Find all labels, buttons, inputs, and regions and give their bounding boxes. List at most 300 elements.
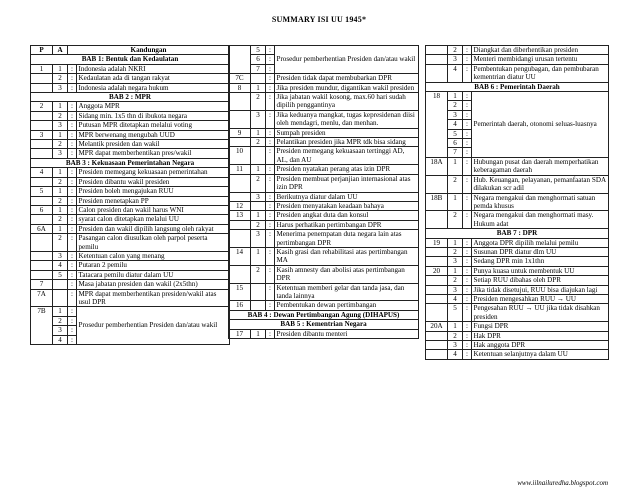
table-row bbox=[229, 147, 419, 165]
cell-ayat: 3 bbox=[53, 149, 68, 158]
cell-ayat: 2 bbox=[448, 331, 463, 340]
cell-ayat: 7 bbox=[251, 64, 266, 73]
cell-colon: : bbox=[68, 111, 77, 120]
summary-table-col2 bbox=[228, 45, 419, 339]
cell-pasal bbox=[229, 230, 251, 248]
bab-header-row bbox=[229, 320, 419, 329]
cell-colon: : bbox=[68, 196, 77, 205]
cell-kandungan: Presiden menetapkan PP bbox=[77, 196, 230, 205]
table-row bbox=[229, 192, 419, 201]
bab-header-row bbox=[31, 158, 230, 167]
cell-ayat: 1 bbox=[448, 266, 463, 275]
table-row bbox=[426, 46, 609, 55]
table-row bbox=[426, 193, 609, 211]
cell-kandungan: Negara mengakui dan menghormati satuan pemda khusus bbox=[472, 193, 609, 211]
cell-kandungan: MPR dapat memberhentikan pres/wakil bbox=[77, 149, 230, 158]
table-row bbox=[31, 149, 230, 158]
cell-colon: : bbox=[266, 174, 275, 192]
cell-ayat: 1 bbox=[53, 102, 68, 111]
cell-pasal bbox=[426, 46, 448, 55]
cell-kandungan: Melantik presiden dan wakil bbox=[77, 140, 230, 149]
cell-colon: : bbox=[463, 175, 472, 193]
cell-pasal bbox=[229, 46, 251, 74]
table-row bbox=[426, 175, 609, 193]
cell-colon: : bbox=[68, 261, 77, 270]
cell-colon: : bbox=[463, 247, 472, 256]
cell-ayat: 5 bbox=[53, 270, 68, 279]
cell-kandungan: Putusan MPR ditetapkan melalui voting bbox=[77, 121, 230, 130]
cell-colon: : bbox=[463, 322, 472, 331]
cell-colon: : bbox=[463, 350, 472, 359]
cell-pasal bbox=[31, 83, 53, 92]
cell-colon: : bbox=[68, 130, 77, 139]
cell-pasal bbox=[426, 276, 448, 285]
cell-ayat: 7 bbox=[448, 148, 463, 157]
cell-pasal: 14 bbox=[229, 247, 251, 265]
cell-kandungan: Prosedur pemberhentian Presiden dan/atau wakil bbox=[77, 307, 230, 345]
cell-ayat: 3 bbox=[448, 257, 463, 266]
cell-ayat: 2 bbox=[448, 276, 463, 285]
summary-table-col3 bbox=[425, 45, 609, 360]
cell-kandungan: Negara mengakui dan menghormati masy. Hukum adat bbox=[472, 211, 609, 229]
cell-colon: : bbox=[463, 46, 472, 55]
cell-colon: : bbox=[266, 64, 275, 73]
cell-ayat: 3 bbox=[251, 110, 266, 128]
cell-ayat: 3 bbox=[53, 251, 68, 260]
cell-colon: : bbox=[68, 149, 77, 158]
cell-colon: : bbox=[463, 55, 472, 64]
cell-colon: : bbox=[266, 128, 275, 137]
cell-kandungan: Sedang DPR min 1x1thn bbox=[472, 257, 609, 266]
cell-ayat: 6 bbox=[251, 55, 266, 64]
cell-ayat bbox=[251, 283, 266, 301]
bab-header: BAB 6 : Pemerintah Daerah bbox=[426, 82, 609, 91]
table-row bbox=[229, 301, 419, 310]
cell-pasal: 20A bbox=[426, 322, 448, 331]
cell-colon: : bbox=[68, 64, 77, 73]
cell-ayat: 5 bbox=[251, 46, 266, 55]
cell-kandungan: Ketentuan memberi gelar dan tanda jasa, dan tanda lainnya bbox=[275, 283, 419, 301]
table-row bbox=[31, 140, 230, 149]
cell-pasal: 20 bbox=[426, 266, 448, 275]
cell-ayat: 5 bbox=[448, 304, 463, 322]
cell-colon: : bbox=[68, 270, 77, 279]
cell-ayat: 2 bbox=[448, 101, 463, 110]
table-row bbox=[31, 234, 230, 252]
cell-pasal: 15 bbox=[229, 283, 251, 301]
cell-ayat: 1 bbox=[448, 157, 463, 175]
table-row bbox=[31, 270, 230, 279]
cell-colon: : bbox=[68, 74, 77, 83]
cell-kandungan: Jika jabatan wakil kosong, max.60 hari sudah dipilih penggantinya bbox=[275, 93, 419, 111]
cell-ayat: 1 bbox=[251, 128, 266, 137]
cell-colon: : bbox=[463, 193, 472, 211]
cell-pasal bbox=[426, 247, 448, 256]
table-row bbox=[31, 121, 230, 130]
cell-ayat: 2 bbox=[53, 234, 68, 252]
cell-colon: : bbox=[266, 110, 275, 128]
cell-ayat: 2 bbox=[448, 46, 463, 55]
cell-kandungan: Masa jabatan presiden dan wakil (2x5thn) bbox=[77, 280, 230, 289]
cell-pasal: 9 bbox=[229, 128, 251, 137]
cell-colon: : bbox=[266, 265, 275, 283]
cell-ayat: 1 bbox=[53, 205, 68, 214]
cell-ayat: 2 bbox=[53, 316, 68, 325]
cell-ayat: 2 bbox=[251, 174, 266, 192]
cell-kandungan: Anggota DPR dipilih melalui pemilu bbox=[472, 238, 609, 247]
summary-table-col1 bbox=[30, 45, 230, 345]
cell-colon: : bbox=[463, 304, 472, 322]
cell-pasal bbox=[426, 257, 448, 266]
cell-pasal bbox=[31, 261, 53, 270]
bab-header: BAB 1: Bentuk dan Kedaulatan bbox=[31, 55, 230, 64]
bab-header-row bbox=[31, 93, 230, 102]
cell-kandungan: Indonesia adalah NKRI bbox=[77, 64, 230, 73]
cell-kandungan: Jika tidak disetujui, RUU bisa diajukan lagi bbox=[472, 285, 609, 294]
cell-kandungan: MPR berwenang mengubah UUD bbox=[77, 130, 230, 139]
cell-ayat: 5 bbox=[448, 129, 463, 138]
bab-header: BAB 4 : Dewan Pertimbangan Agung (DIHAPUS) bbox=[229, 310, 419, 319]
cell-kandungan: Tatacara pemilu diatur dalam UU bbox=[77, 270, 230, 279]
cell-ayat: 1 bbox=[448, 92, 463, 101]
table-row bbox=[426, 247, 609, 256]
cell-colon: : bbox=[68, 102, 77, 111]
table-row bbox=[229, 247, 419, 265]
cell-pasal: 11 bbox=[229, 165, 251, 174]
cell-pasal bbox=[426, 211, 448, 229]
cell-kandungan: Jika keduanya mangkat, tugas kepresidenan diisi oleh mendagri, menlu, dan menhan. bbox=[275, 110, 419, 128]
cell-pasal bbox=[31, 234, 53, 252]
cell-colon: : bbox=[266, 165, 275, 174]
table-row bbox=[426, 55, 609, 64]
cell-colon: : bbox=[68, 205, 77, 214]
bab-header-row bbox=[426, 229, 609, 238]
table-row bbox=[426, 331, 609, 340]
cell-pasal bbox=[426, 55, 448, 64]
cell-pasal bbox=[426, 64, 448, 82]
cell-ayat: 3 bbox=[448, 285, 463, 294]
cell-colon: : bbox=[463, 92, 472, 101]
cell-ayat: 1 bbox=[53, 224, 68, 233]
cell-ayat: 3 bbox=[251, 230, 266, 248]
cell-colon: : bbox=[266, 329, 275, 338]
cell-ayat bbox=[251, 301, 266, 310]
cell-kandungan: MPR dapat memberhentikan presiden/wakil atas usul DPR bbox=[77, 289, 230, 307]
table-row bbox=[229, 211, 419, 220]
table-row bbox=[426, 322, 609, 331]
cell-ayat: 2 bbox=[53, 140, 68, 149]
cell-kandungan: Prosedur pemberhentian Presiden dan/atau wakil bbox=[275, 46, 419, 74]
cell-kandungan: Kasih grasi dan rehabilitasi atas pertimbangan MA bbox=[275, 247, 419, 265]
cell-kandungan: Presiden tidak dapat membubarkan DPR bbox=[275, 74, 419, 83]
cell-kandungan: Pembentukan pengubagan, dan pembubaran kementrian diatur UU bbox=[472, 64, 609, 82]
cell-colon: : bbox=[463, 276, 472, 285]
table-row bbox=[31, 224, 230, 233]
cell-ayat: 1 bbox=[53, 64, 68, 73]
cell-kandungan: Presiden membuat perjanjian internasional atas izin DPR bbox=[275, 174, 419, 192]
cell-kandungan: Pembentukan dewan pertimbangan bbox=[275, 301, 419, 310]
cell-ayat: 1 bbox=[53, 130, 68, 139]
cell-colon: : bbox=[266, 201, 275, 210]
bab-header: BAB 5 : Kementrian Negara bbox=[229, 320, 419, 329]
header-ayat: A bbox=[53, 46, 68, 55]
cell-colon: : bbox=[68, 234, 77, 252]
cell-pasal bbox=[229, 174, 251, 192]
cell-colon: : bbox=[463, 341, 472, 350]
cell-colon: : bbox=[463, 64, 472, 82]
cell-kandungan: Presiden memegang kekuasaan tertinggi AD, AL, dan AU bbox=[275, 147, 419, 165]
cell-ayat: 2 bbox=[251, 220, 266, 229]
table-row bbox=[229, 138, 419, 147]
table-row bbox=[31, 64, 230, 73]
cell-ayat: 1 bbox=[251, 165, 266, 174]
cell-pasal bbox=[31, 74, 53, 83]
table-row bbox=[426, 341, 609, 350]
bab-header: BAB 2 : MPR bbox=[31, 93, 230, 102]
cell-colon: : bbox=[463, 101, 472, 110]
table-row bbox=[426, 238, 609, 247]
cell-colon: : bbox=[463, 285, 472, 294]
cell-pasal bbox=[31, 196, 53, 205]
cell-ayat: 4 bbox=[53, 335, 68, 344]
bab-header: BAB 7 : DPR bbox=[426, 229, 609, 238]
cell-colon: : bbox=[68, 177, 77, 186]
cell-ayat: 1 bbox=[251, 211, 266, 220]
cell-pasal: 13 bbox=[229, 211, 251, 220]
table-row bbox=[31, 251, 230, 260]
table-row bbox=[229, 110, 419, 128]
table-row bbox=[229, 93, 419, 111]
cell-kandungan: Kasih amnesty dan abolisi atas pertimbangan DPR bbox=[275, 265, 419, 283]
cell-colon: : bbox=[266, 230, 275, 248]
cell-kandungan: Setiap RUU dibahas oleh DPR bbox=[472, 276, 609, 285]
cell-ayat bbox=[251, 74, 266, 83]
cell-ayat: 2 bbox=[251, 265, 266, 283]
cell-colon: : bbox=[266, 247, 275, 265]
cell-pasal: 6A bbox=[31, 224, 53, 233]
table-row bbox=[426, 350, 609, 359]
cell-pasal bbox=[426, 304, 448, 322]
cell-ayat bbox=[251, 147, 266, 165]
cell-ayat: 4 bbox=[448, 294, 463, 303]
cell-kandungan: Presiden memegang kekuasaan pemerintahan bbox=[77, 168, 230, 177]
cell-colon: : bbox=[68, 187, 77, 196]
cell-pasal bbox=[426, 341, 448, 350]
cell-ayat: 3 bbox=[448, 341, 463, 350]
cell-kandungan: Berikutnya diatur dalam UU bbox=[275, 192, 419, 201]
cell-kandungan: Presiden mengesahkan RUU → UU bbox=[472, 294, 609, 303]
cell-colon: : bbox=[463, 110, 472, 119]
table-row bbox=[31, 280, 230, 289]
cell-ayat: 2 bbox=[251, 93, 266, 111]
cell-ayat: 2 bbox=[53, 111, 68, 120]
table-row bbox=[229, 74, 419, 83]
cell-pasal: 7B bbox=[31, 307, 53, 345]
cell-pasal: 5 bbox=[31, 187, 53, 196]
cell-kandungan: Presiden dibantu wakil presiden bbox=[77, 177, 230, 186]
table-row bbox=[229, 201, 419, 210]
cell-ayat: 1 bbox=[448, 193, 463, 211]
cell-ayat: 2 bbox=[448, 211, 463, 229]
cell-ayat: 2 bbox=[53, 215, 68, 224]
cell-colon: : bbox=[68, 289, 77, 307]
cell-colon: : bbox=[266, 147, 275, 165]
cell-kandungan: Hubungan pusat dan daerah memperhatikan keberagaman daerah bbox=[472, 157, 609, 175]
table-row bbox=[229, 174, 419, 192]
table-row bbox=[229, 265, 419, 283]
cell-pasal: 8 bbox=[229, 83, 251, 92]
cell-pasal bbox=[426, 331, 448, 340]
document-title: SUMMARY ISI UU 1945* bbox=[271, 15, 367, 24]
cell-ayat: 4 bbox=[448, 64, 463, 82]
cell-ayat: 1 bbox=[53, 187, 68, 196]
cell-pasal bbox=[426, 294, 448, 303]
cell-colon: : bbox=[463, 139, 472, 148]
cell-colon: : bbox=[463, 266, 472, 275]
cell-kandungan: Ketentuan selanjutnya dalam UU bbox=[472, 350, 609, 359]
cell-colon: : bbox=[266, 301, 275, 310]
cell-colon: : bbox=[463, 157, 472, 175]
table-row bbox=[229, 230, 419, 248]
table-row bbox=[31, 177, 230, 186]
bab-header: BAB 3 : Kekuasaan Pemerintahan Negara bbox=[31, 158, 230, 167]
cell-colon: : bbox=[463, 211, 472, 229]
table-row bbox=[229, 329, 419, 338]
table-row bbox=[31, 168, 230, 177]
cell-pasal bbox=[229, 110, 251, 128]
cell-ayat: 1 bbox=[53, 168, 68, 177]
cell-pasal: 3 bbox=[31, 130, 53, 139]
cell-colon: : bbox=[266, 83, 275, 92]
table-row bbox=[31, 215, 230, 224]
cell-pasal: 12 bbox=[229, 201, 251, 210]
cell-pasal bbox=[426, 175, 448, 193]
cell-pasal bbox=[229, 192, 251, 201]
cell-pasal bbox=[31, 111, 53, 120]
table-row bbox=[426, 64, 609, 82]
cell-ayat: 4 bbox=[448, 120, 463, 129]
table-row bbox=[31, 187, 230, 196]
table-row bbox=[426, 285, 609, 294]
cell-colon: : bbox=[68, 251, 77, 260]
cell-colon: : bbox=[463, 238, 472, 247]
cell-kandungan: Harus perhatikan pertimbangan DPR bbox=[275, 220, 419, 229]
cell-ayat: 1 bbox=[448, 322, 463, 331]
cell-kandungan: Susunan DPR diatur dlm UU bbox=[472, 247, 609, 256]
cell-colon: : bbox=[68, 215, 77, 224]
cell-colon: : bbox=[463, 120, 472, 129]
cell-ayat: 1 bbox=[53, 307, 68, 316]
table-row bbox=[229, 128, 419, 137]
cell-kandungan: Calon presiden dan wakil harus WNI bbox=[77, 205, 230, 214]
cell-colon: : bbox=[68, 121, 77, 130]
cell-kandungan: Presiden dan wakil dipilih langsung oleh rakyat bbox=[77, 224, 230, 233]
cell-ayat: 1 bbox=[448, 238, 463, 247]
table-row bbox=[31, 196, 230, 205]
cell-colon: : bbox=[68, 335, 77, 344]
cell-colon: : bbox=[266, 55, 275, 64]
table-row bbox=[229, 220, 419, 229]
cell-kandungan: Presiden boleh mengajukan RUU bbox=[77, 187, 230, 196]
cell-pasal bbox=[31, 121, 53, 130]
cell-kandungan: Diangkat dan diberhentikan presiden bbox=[472, 46, 609, 55]
cell-kandungan: Hak anggota DPR bbox=[472, 341, 609, 350]
cell-colon: : bbox=[463, 129, 472, 138]
cell-pasal: 18A bbox=[426, 157, 448, 175]
cell-colon: : bbox=[68, 326, 77, 335]
cell-kandungan: Sidang min. 1x5 thn di ibukota negara bbox=[77, 111, 230, 120]
table-row bbox=[229, 83, 419, 92]
table-row bbox=[31, 111, 230, 120]
cell-pasal bbox=[31, 270, 53, 279]
footer-url: www.iilnailuredha.blogspot.com bbox=[517, 479, 608, 487]
cell-ayat: 3 bbox=[53, 121, 68, 130]
bab-header-row bbox=[31, 55, 230, 64]
cell-kandungan: Jika presiden mundur, digantikan wakil presiden bbox=[275, 83, 419, 92]
cell-kandungan: Pemerintah daerah, otonomi seluas-luasnya bbox=[472, 92, 609, 158]
cell-kandungan: Pengesahan RUU → UU jika tidak disahkan presiden bbox=[472, 304, 609, 322]
table-row bbox=[31, 289, 230, 307]
cell-pasal: 19 bbox=[426, 238, 448, 247]
cell-ayat: 1 bbox=[251, 329, 266, 338]
cell-kandungan: Fungsi DPR bbox=[472, 322, 609, 331]
cell-ayat: 2 bbox=[448, 247, 463, 256]
cell-colon: : bbox=[266, 93, 275, 111]
cell-pasal bbox=[426, 285, 448, 294]
cell-pasal: 10 bbox=[229, 147, 251, 165]
cell-colon: : bbox=[463, 148, 472, 157]
table-row bbox=[31, 130, 230, 139]
table-row bbox=[31, 74, 230, 83]
cell-colon: : bbox=[68, 140, 77, 149]
cell-kandungan: Kedaulatan ada di tangan rakyat bbox=[77, 74, 230, 83]
cell-pasal: 7A bbox=[31, 289, 53, 307]
cell-colon: : bbox=[266, 192, 275, 201]
cell-colon: : bbox=[68, 224, 77, 233]
table-row bbox=[31, 261, 230, 270]
table-row bbox=[426, 211, 609, 229]
cell-kandungan: Punya kuasa untuk membentuk UU bbox=[472, 266, 609, 275]
cell-ayat: 6 bbox=[448, 139, 463, 148]
cell-pasal: 7 bbox=[31, 280, 53, 289]
cell-ayat bbox=[53, 280, 68, 289]
cell-ayat: 2 bbox=[448, 175, 463, 193]
cell-colon: : bbox=[266, 211, 275, 220]
cell-kandungan: Indonesia adalah negara hukum bbox=[77, 83, 230, 92]
cell-ayat: 3 bbox=[53, 83, 68, 92]
cell-colon: : bbox=[266, 283, 275, 301]
cell-pasal bbox=[229, 93, 251, 111]
cell-ayat: 4 bbox=[448, 350, 463, 359]
cell-colon: : bbox=[266, 220, 275, 229]
table-row bbox=[31, 205, 230, 214]
cell-pasal: 4 bbox=[31, 168, 53, 177]
cell-kandungan: Hub. Keuangan, pelayanan, pemanfaatan SDA dilakukan scr adil bbox=[472, 175, 609, 193]
table-row bbox=[426, 266, 609, 275]
cell-kandungan: Hak DPR bbox=[472, 331, 609, 340]
cell-colon: : bbox=[266, 46, 275, 55]
cell-ayat: 4 bbox=[53, 261, 68, 270]
cell-kandungan: syarat calon ditetapkan melalui UU bbox=[77, 215, 230, 224]
cell-colon: : bbox=[68, 316, 77, 325]
cell-pasal: 17 bbox=[229, 329, 251, 338]
cell-ayat: 2 bbox=[53, 196, 68, 205]
table-row bbox=[31, 102, 230, 111]
header-kandungan: Kandungan bbox=[68, 46, 230, 55]
cell-ayat: 1 bbox=[251, 247, 266, 265]
cell-colon: : bbox=[463, 331, 472, 340]
cell-pasal: 18 bbox=[426, 92, 448, 158]
